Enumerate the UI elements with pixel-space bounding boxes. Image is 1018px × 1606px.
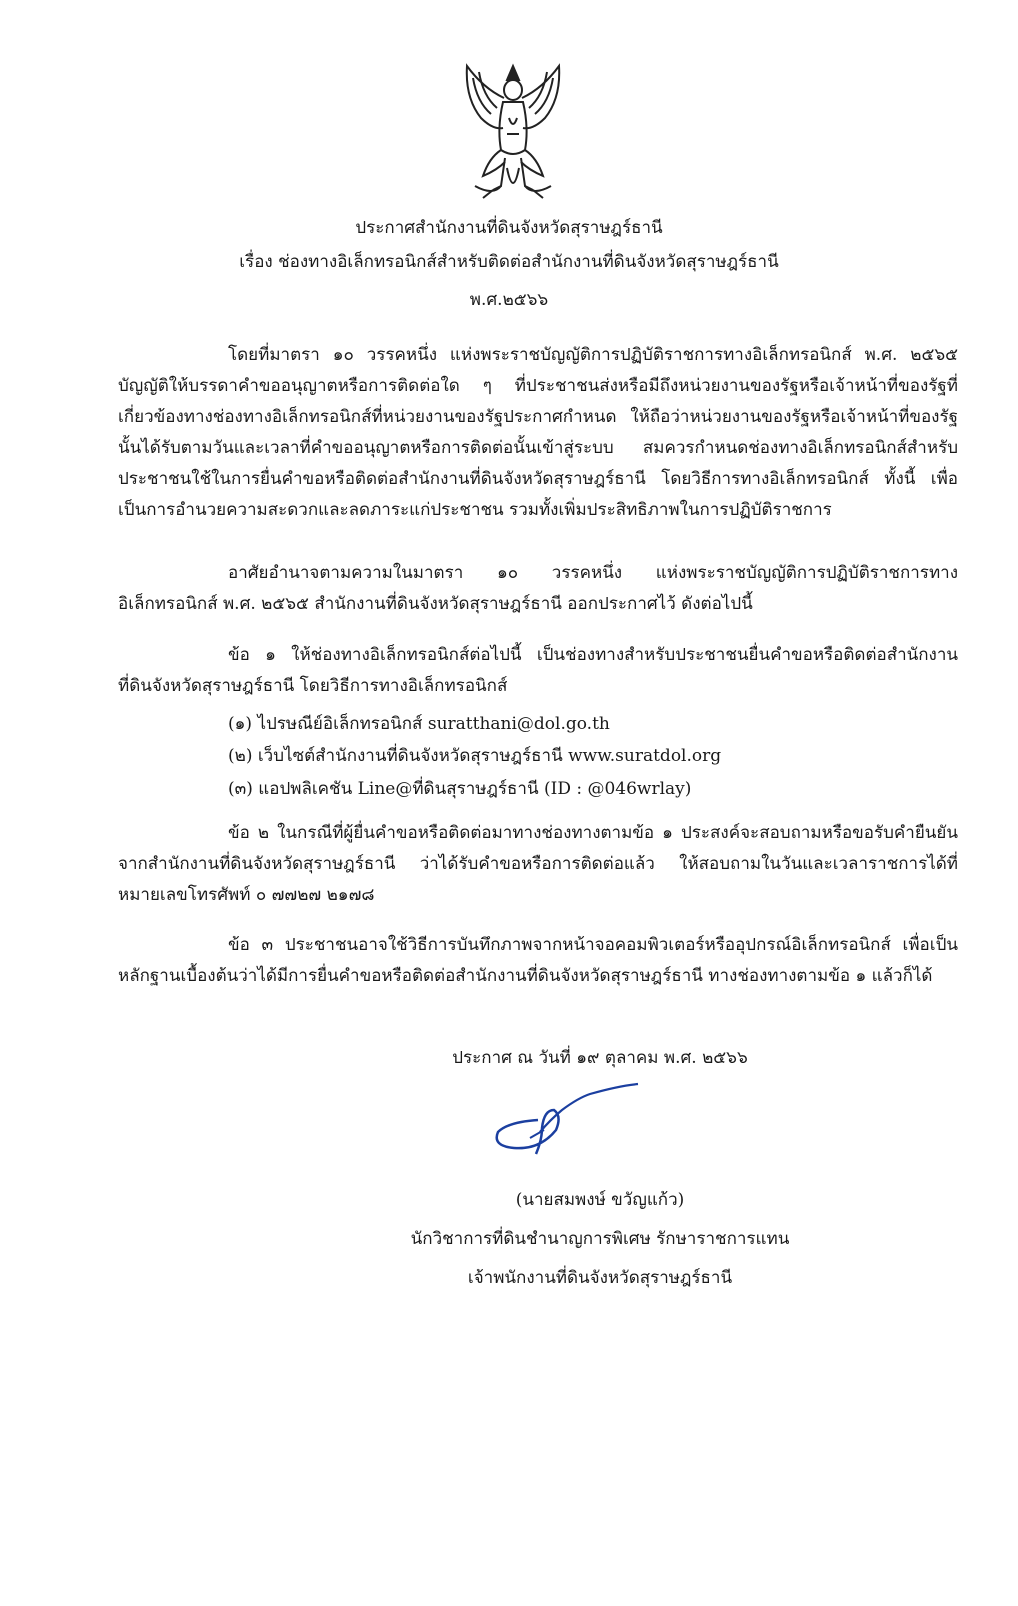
signer-office: เจ้าพนักงานที่ดินจังหวัดสุราษฎร์ธานี [467, 1268, 733, 1288]
list-item-email: (๑) ไปรษณีย์อิเล็กทรอนิกส์ suratthani@dol.go.th [228, 714, 610, 734]
paragraph-clause-3: ข้อ ๓ ประชาชนอาจใช้วิธีการบันทึกภาพจากหน้าจอคอมพิวเตอร์หรืออุปกรณ์อิเล็กทรอนิกส์ เพื่อเป็นหลักฐานเบื้องต้นว่าได้มีการยื่นคำขอหรือติดต่อสำนักงานที่ดินจังหวัดสุราษฎร์ธานี ทางช่องทางตามข้อ ๑ แล้วก็ได้ [118, 935, 958, 986]
signer-name: (นายสมพงษ์ ขวัญแก้ว) [515, 1190, 685, 1210]
announcement-subject: เรื่อง ช่องทางอิเล็กทรอนิกส์สำหรับติดต่อสำนักงานที่ดินจังหวัดสุราษฎร์ธานี [239, 252, 779, 272]
paragraph-authority: อาศัยอำนาจตามความในมาตรา ๑๐ วรรคหนึ่ง แห่งพระราชบัญญัติการปฏิบัติราชการทางอิเล็กทรอนิกส์ พ.ศ. ๒๕๖๕ สำนักงานที่ดินจังหวัดสุราษฎร์ธานี ออกประกาศไว้ ดังต่อไปนี้ [118, 563, 958, 614]
garuda-emblem-icon [453, 58, 573, 208]
paragraph-clause-2: ข้อ ๒ ในกรณีที่ผู้ยื่นคำขอหรือติดต่อมาทางช่องทางตามข้อ ๑ ประสงค์จะสอบถามหรือขอรับคำยืนยันจากสำนักงานที่ดินจังหวัดสุราษฎร์ธานี ว่าได้รับคำขอหรือการติดต่อแล้ว ให้สอบถามในวันและเวลาราชการได้ที่หมายเลขโทรศัพท์ ๐ ๗๗๒๗ ๒๑๗๘ [118, 823, 958, 905]
announcement-date: ประกาศ ณ วันที่ ๑๙ ตุลาคม พ.ศ. ๒๕๖๖ [452, 1048, 748, 1068]
list-item-website: (๒) เว็บไซต์สำนักงานที่ดินจังหวัดสุราษฎร์ธานี www.suratdol.org [228, 746, 722, 766]
signature-image [478, 1080, 658, 1160]
list-item-line-app: (๓) แอปพลิเคชัน Line@ที่ดินสุราษฎร์ธานี (ID : @046wrlay) [228, 779, 692, 799]
announcement-year: พ.ศ.๒๕๖๖ [469, 290, 549, 310]
announcement-title: ประกาศสำนักงานที่ดินจังหวัดสุราษฎร์ธานี [355, 218, 663, 238]
paragraph-preamble: โดยที่มาตรา ๑๐ วรรคหนึ่ง แห่งพระราชบัญญัติการปฏิบัติราชการทางอิเล็กทรอนิกส์ พ.ศ. ๒๕๖๕ บัญญัติให้บรรดาคำขออนุญาตหรือการติดต่อใด ๆ ที่ประชาชนส่งหรือมีถึงหน่วยงานของรัฐหรือเจ้าหน้าที่ของรัฐที่เกี่ยวข้องทางช่องทางอิเล็กทรอนิกส์ที่หน่วยงานของรัฐประกาศกำหนด ให้ถือว่าหน่วยงานของรัฐหรือเจ้าหน้าที่ของรัฐนั้นได้รับตามวันและเวลาที่คำขออนุญาตหรือการติดต่อนั้นเข้าสู่ระบบ สมควรกำหนดช่องทางอิเล็กทรอนิกส์สำหรับประชาชนใช้ในการยื่นคำขอหรือติดต่อสำนักงานที่ดินจังหวัดสุราษฎร์ธานี โดยวิธีการทางอิเล็กทรอนิกส์ ทั้งนี้ เพื่อเป็นการอำนวยความสะดวกและลดภาระแก่ประชาชน รวมทั้งเพิ่มประสิทธิภาพในการปฏิบัติราชการ [118, 345, 958, 520]
paragraph-clause-1: ข้อ ๑ ให้ช่องทางอิเล็กทรอนิกส์ต่อไปนี้ เป็นช่องทางสำหรับประชาชนยื่นคำขอหรือติดต่อสำนักงานที่ดินจังหวัดสุราษฎร์ธานี โดยวิธีการทางอิเล็กทรอนิกส์ [118, 645, 958, 696]
signer-position: นักวิชาการที่ดินชำนาญการพิเศษ รักษาราชการแทน [410, 1229, 790, 1249]
